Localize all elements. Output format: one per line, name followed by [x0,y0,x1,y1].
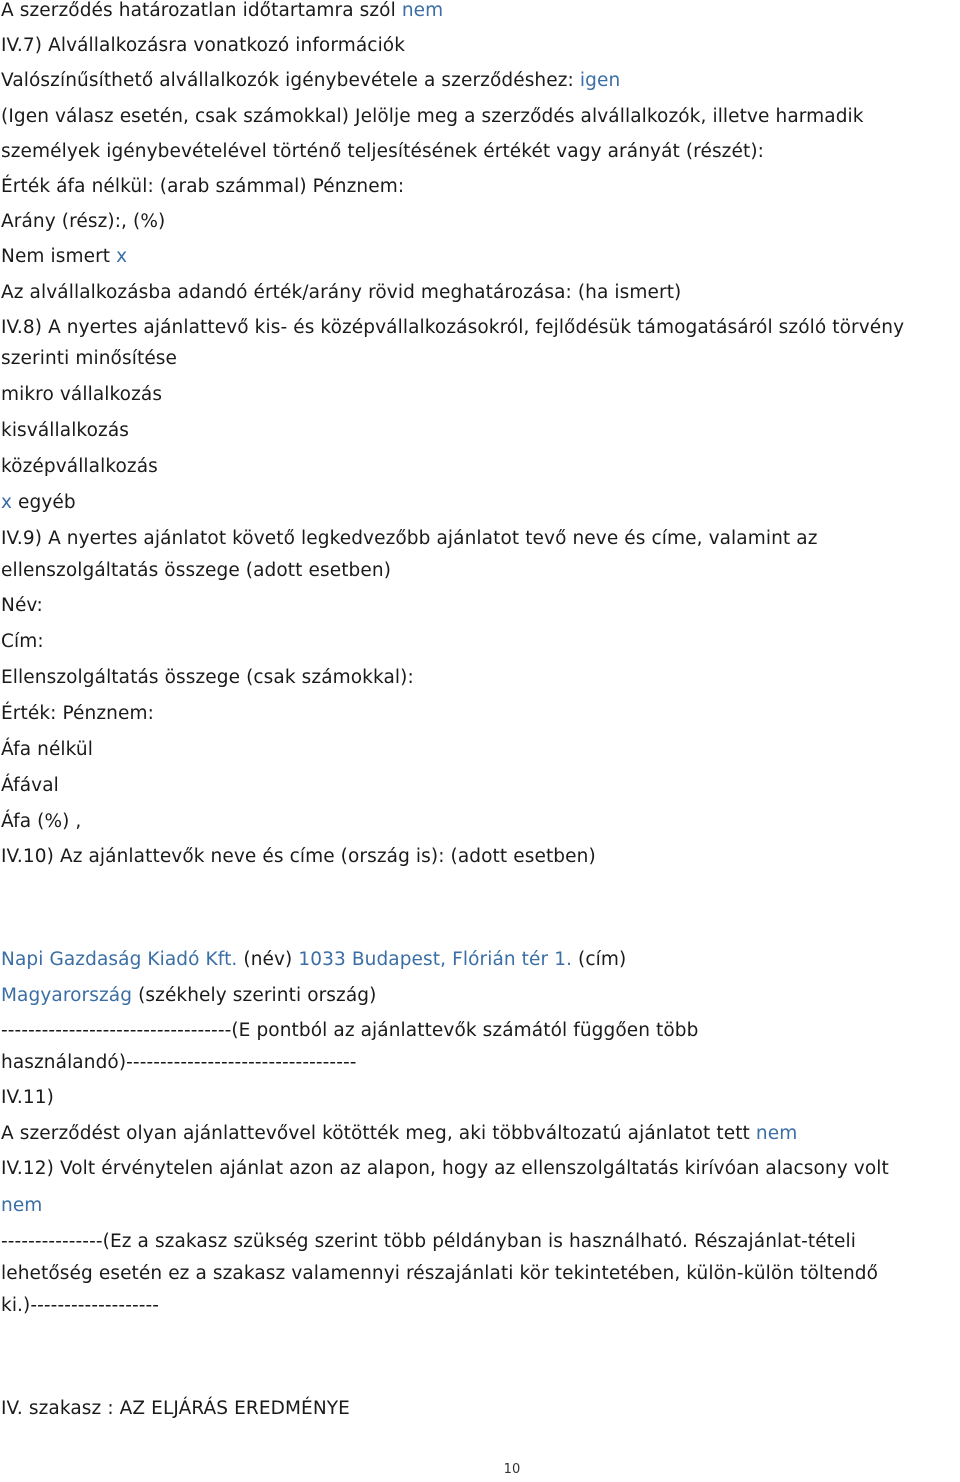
consideration-amount-label: Ellenszolgáltatás összege (csak számokkal): [1,667,414,688]
section-heading-iv10: IV.10) Az ajánlattevők neve és címe (ország is): (adott esetben) [1,846,596,867]
bidder-name-address-line [1,949,626,971]
ratio-line: Arány (rész):, (%) [1,211,166,232]
page-number: 10 [503,1462,521,1477]
section-heading-iv11: IV.11) [1,1087,54,1108]
subcontractor-use-line [1,70,620,92]
subcontractor-use-label: Valószínűsíthető alvállalkozók igénybevétele a szerződéshez: [1,70,574,91]
bidder-country: Magyarország [1,985,133,1006]
bidder-country-line [1,985,376,1007]
bidder-address-label: (cím) [572,949,627,970]
value-without-vat-line: Érték áfa nélkül: (arab számmal) Pénznem: [1,176,405,197]
section-heading-iv: IV. szakasz : AZ ELJÁRÁS EREDMÉNYE [1,1398,350,1419]
option-other-mark: x [1,492,13,513]
section-heading-iv12: IV.12) Volt érvénytelen ajánlat azon az alapon, hogy az ellenszolgáltatás kirívóan alacsony volt [1,1158,889,1179]
option-medium: középvállalkozás [1,456,158,477]
name-label: Név: [1,595,43,616]
text-line: személyek igénybevételével történő teljesítésének értékét vagy arányát (részét): [1,141,764,162]
option-other-label: egyéb [12,492,76,513]
not-known-mark: x [116,246,128,267]
low-price-value: nem [1,1195,43,1216]
option-other [1,492,76,514]
separator-note-line: ---------------(Ez a szakasz szükség szerint több példányban is használható. Részajánlat-tételi [1,1231,856,1252]
separator-note-line: használandó)---------------------------------- [1,1052,357,1073]
section-heading-iv8: IV.8) A nyertes ajánlattevő kis- és középvállalkozásokról, fejlődésük támogatásáról szóló törvény [1,317,905,338]
text-line: ellenszolgáltatás összege (adott esetben) [1,560,392,581]
text-line: Az alvállalkozásba adandó érték/arány rövid meghatározása: (ha ismert) [1,282,682,303]
bidder-address: 1033 Budapest, Flórián tér 1. [298,949,573,970]
contract-duration-label: A szerződés határozatlan időtartamra szól [1,0,396,21]
section-heading-iv7: IV.7) Alvállalkozásra vonatkozó információk [1,35,406,56]
subcontractor-use-value: igen [579,70,621,91]
not-known-label: Nem ismert [1,246,111,267]
text-line: szerinti minősítése [1,348,178,369]
with-vat-label: Áfával [1,775,59,796]
bidder-country-label: (székhely szerinti ország) [132,985,377,1006]
text-line: (Igen válasz esetén, csak számokkal) Jelölje meg a szerződés alvállalkozók, illetve harmadik [1,106,864,127]
variant-bid-value: nem [755,1123,798,1144]
separator-note-line: ki.)------------------- [1,1295,160,1316]
option-micro: mikro vállalkozás [1,384,163,405]
bidder-name: Napi Gazdaság Kiadó Kft. [1,949,238,970]
contract-duration-value: nem [401,0,444,21]
variant-bid-label: A szerződést olyan ajánlattevővel kötötték meg, aki többváltozatú ajánlatot tett [1,1123,750,1144]
not-known-line [1,246,127,268]
separator-note-line: ----------------------------------(E pontból az ajánlattevők számától függően több [1,1020,699,1041]
option-small: kisvállalkozás [1,420,129,441]
without-vat-label: Áfa nélkül [1,739,93,760]
text-line: lehetőség esetén ez a szakasz valamennyi részajánlati kör tekintetében, külön-külön töltendő [1,1263,879,1284]
contract-duration-line [1,0,443,22]
variant-bid-line [1,1123,797,1145]
bidder-name-label: (név) [237,949,299,970]
section-heading-iv9: IV.9) A nyertes ajánlatot követő legkedvezőbb ajánlatot tevő neve és címe, valamint az [1,528,818,549]
value-currency-label: Érték: Pénznem: [1,703,154,724]
vat-percent-label: Áfa (%) , [1,811,82,832]
address-label: Cím: [1,631,44,652]
